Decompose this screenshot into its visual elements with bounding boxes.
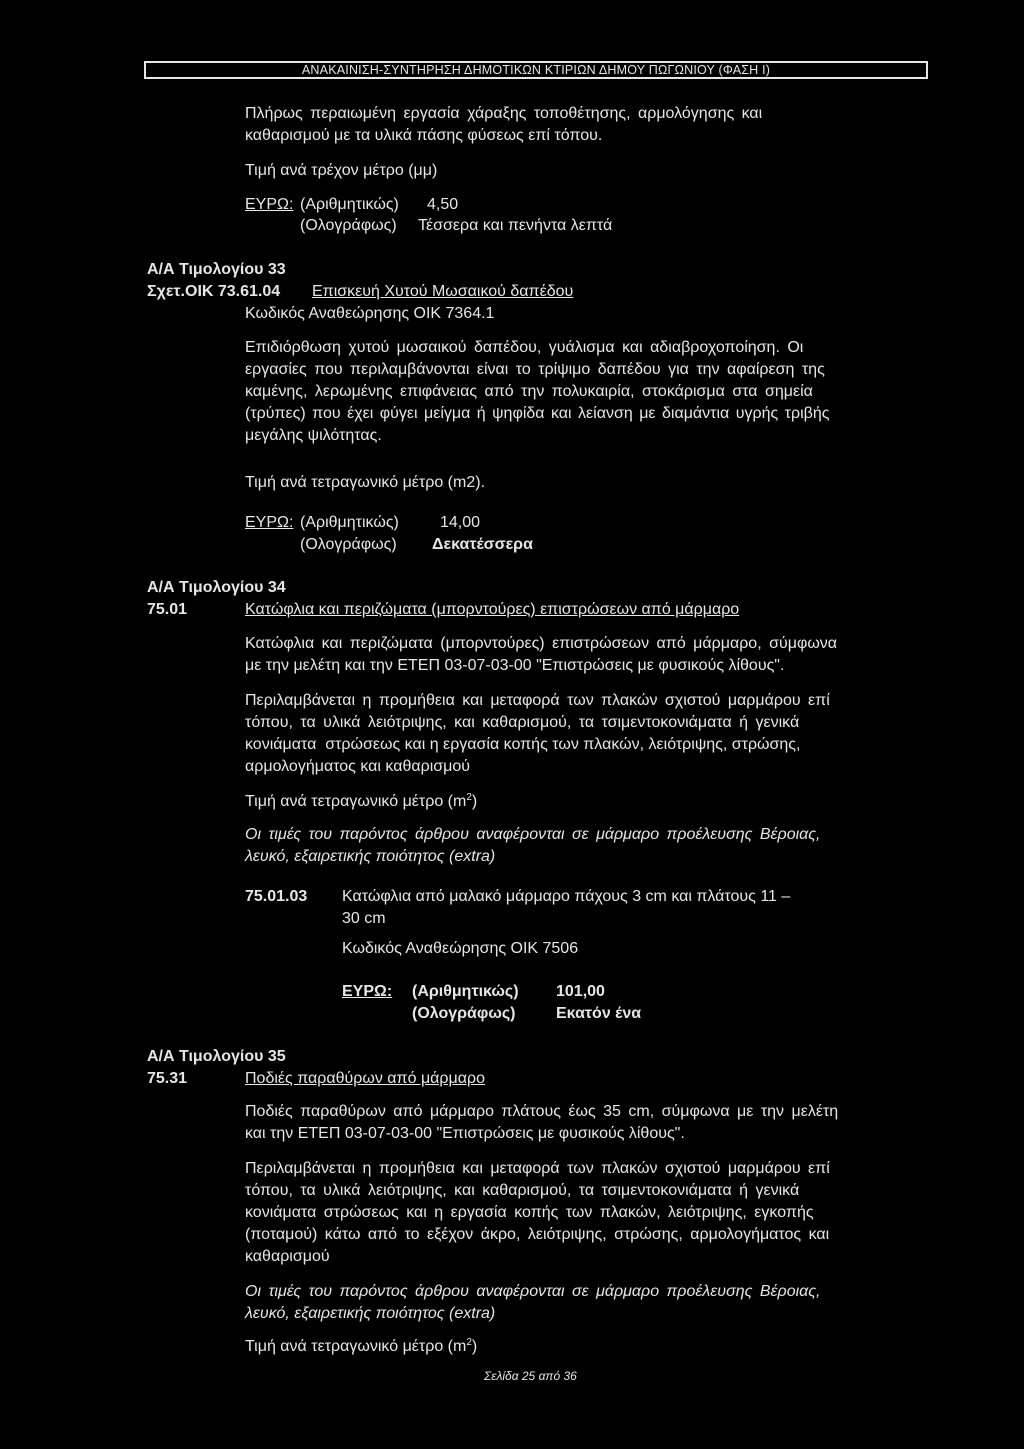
item35-para1-line-1: Ποδιές παραθύρων από μάρμαρο πλάτους έως 35 cm, σύμφωνα με την μελέτη [245,1103,839,1120]
item34-unit-close: ) [471,793,478,810]
item33-code: Σχετ.ΟΙΚ 73.61.04 [147,283,281,300]
item35-para2-line-3: κονιάματα στρώσεως και η εργασία κοπής των πλακών, λειότριψης, εγκοπής [245,1204,814,1221]
item35-para2-line-5: καθαρισμού [245,1248,330,1265]
item33-line-3: καμένης, λερωμένης επιφάνειας από την πολυκαιρία, στοκάρισμα στα σημεία [245,383,813,400]
item34-para2-line-2: τόπου, τα υλικά λειότριψης, και καθαρισμού, τα τσιμεντοκονιάματα ή γενικά [245,714,800,731]
item33-unit: Τιμή ανά τετραγωνικό μέτρο (m2). [245,474,486,491]
item33-line-4: (τρύπες) που έχει φύγει μείγμα ή ψηφίδα και λείανση με διαμάντια υγρής τριβής [245,405,830,422]
prev-description-line-2: καθαρισμού με τα υλικά πάσης φύσεως επί τόπου. [245,127,603,144]
item35-title: Ποδιές παραθύρων από μάρμαρο [245,1070,485,1087]
item34-sub-numeric-label: (Αριθμητικώς) [412,983,519,1000]
prev-numeric-value: 4,50 [427,196,459,213]
item35-para1-line-2: και την ΕΤΕΠ 03-07-03-00 "Επιστρώσεις με φυσικούς λίθους". [245,1125,685,1142]
item34-unit-text: Τιμή ανά τετραγωνικό μέτρο (m [245,793,467,810]
prev-words-value: Τέσσερα και πενήντα λεπτά [418,217,613,234]
prev-unit: Τιμή ανά τρέχον μέτρο (μμ) [245,162,438,179]
item35-unit-close: ) [471,1338,478,1355]
item34-heading: Α/Α Τιμολογίου 34 [147,579,286,596]
item33-words-label: (Ολογράφως) [300,536,397,553]
item35-para2-line-4: (ποταμού) κάτω από το εξέχον άκρο, λειότριψης, στρώσης, αρμολογήματος και [245,1226,830,1243]
item34-para2-line-1: Περιλαμβάνεται η προμήθεια και μεταφορά των πλακών σχιστού μαρμάρου επί [245,692,830,709]
item35-note-line-2: λευκό, εξαιρετικής ποιότητος (extra) [245,1305,496,1322]
item34-sub-title-line-2: 30 cm [342,910,386,927]
item34-sub-words-value: Εκατόν ένα [556,1005,642,1022]
item34-sub-currency-label: ΕΥΡΩ: [342,983,393,1000]
item33-currency-label: ΕΥΡΩ: [245,514,294,531]
item33-heading: Α/Α Τιμολογίου 33 [147,261,286,278]
item34-sub-title-line-1: Κατώφλια από μαλακό μάρμαρο πάχους 3 cm και πλάτους 11 – [342,888,791,905]
prev-numeric-label: (Αριθμητικώς) [300,196,399,213]
prev-description-line-1: Πλήρως περαιωμένη εργασία χάραξης τοποθέτησης, αρμολόγησης και [245,105,763,122]
item34-sub-words-label: (Ολογράφως) [412,1005,516,1022]
item34-para1-line-1: Κατώφλια και περιζώματα (μπορντούρες) επιστρώσεων από μάρμαρο, σύμφωνα [245,635,838,652]
item34-unit-superscript: 2 [466,792,472,803]
item33-revision-code: Κωδικός Αναθεώρησης ΟΙΚ 7364.1 [245,305,495,322]
item33-line-1: Επιδιόρθωση χυτού μωσαικού δαπέδου, γυάλισμα και αδιαβροχοποίηση. Οι [245,339,804,356]
item35-unit [245,1336,477,1358]
item33-words-value: Δεκατέσσερα [432,536,533,553]
item34-para2-line-4: αρμολογήματος και καθαρισμού [245,758,470,775]
document-header: ΑΝΑΚΑΙΝΙΣΗ-ΣΥΝΤΗΡΗΣΗ ΔΗΜΟΤΙΚΩΝ ΚΤΙΡΙΩΝ ΔΗΜΟΥ ΠΩΓΩΝΙΟΥ (ΦΑΣΗ Ι) [144,61,928,79]
item34-sub-numeric-value: 101,00 [556,983,605,1000]
item34-note-line-1: Οι τιμές του παρόντος άρθρου αναφέρονται σε μάρμαρο προέλευσης Βέροιας, [245,826,821,843]
item33-title: Επισκευή Χυτού Μωσαικού δαπέδου [312,283,574,300]
item34-unit [245,791,477,813]
prev-words-label: (Ολογράφως) [300,217,397,234]
item35-para2-line-1: Περιλαμβάνεται η προμήθεια και μεταφορά των πλακών σχιστού μαρμάρου επί [245,1160,830,1177]
item33-line-2: εργασίες που περιλαμβάνονται είναι το τρίψιμο δαπέδου για την αφαίρεση της [245,361,825,378]
item35-para2-line-2: τόπου, τα υλικά λειότριψης, και καθαρισμού, τα τσιμεντοκονιάματα ή γενικά [245,1182,800,1199]
item34-title: Κατώφλια και περιζώματα (μπορντούρες) επιστρώσεων από μάρμαρο [245,601,740,618]
item35-note-line-1: Οι τιμές του παρόντος άρθρου αναφέρονται σε μάρμαρο προέλευσης Βέροιας, [245,1283,821,1300]
item35-unit-text: Τιμή ανά τετραγωνικό μέτρο (m [245,1338,467,1355]
item34-code: 75.01 [147,601,188,618]
item34-para1-line-2: με την μελέτη και την ΕΤΕΠ 03-07-03-00 "Επιστρώσεις με φυσικούς λίθους". [245,657,785,674]
item33-line-5: μεγάλης ψιλότητας. [245,427,382,444]
item34-note-line-2: λευκό, εξαιρετικής ποιότητος (extra) [245,848,496,865]
item33-numeric-label: (Αριθμητικώς) [300,514,399,531]
item35-heading: Α/Α Τιμολογίου 35 [147,1048,286,1065]
item35-unit-superscript: 2 [466,1337,472,1348]
item33-numeric-value: 14,00 [440,514,481,531]
item34-sub-revision-code: Κωδικός Αναθεώρησης ΟΙΚ 7506 [342,940,579,957]
page-number: Σελίδα 25 από 36 [484,1369,577,1383]
prev-currency-label: ΕΥΡΩ: [245,196,294,213]
item35-code: 75.31 [147,1070,188,1087]
item34-para2-line-3: κονιάματα στρώσεως και η εργασία κοπής των πλακών, λειότριψης, στρώσης, [245,736,801,753]
item34-sub-code: 75.01.03 [245,888,308,905]
